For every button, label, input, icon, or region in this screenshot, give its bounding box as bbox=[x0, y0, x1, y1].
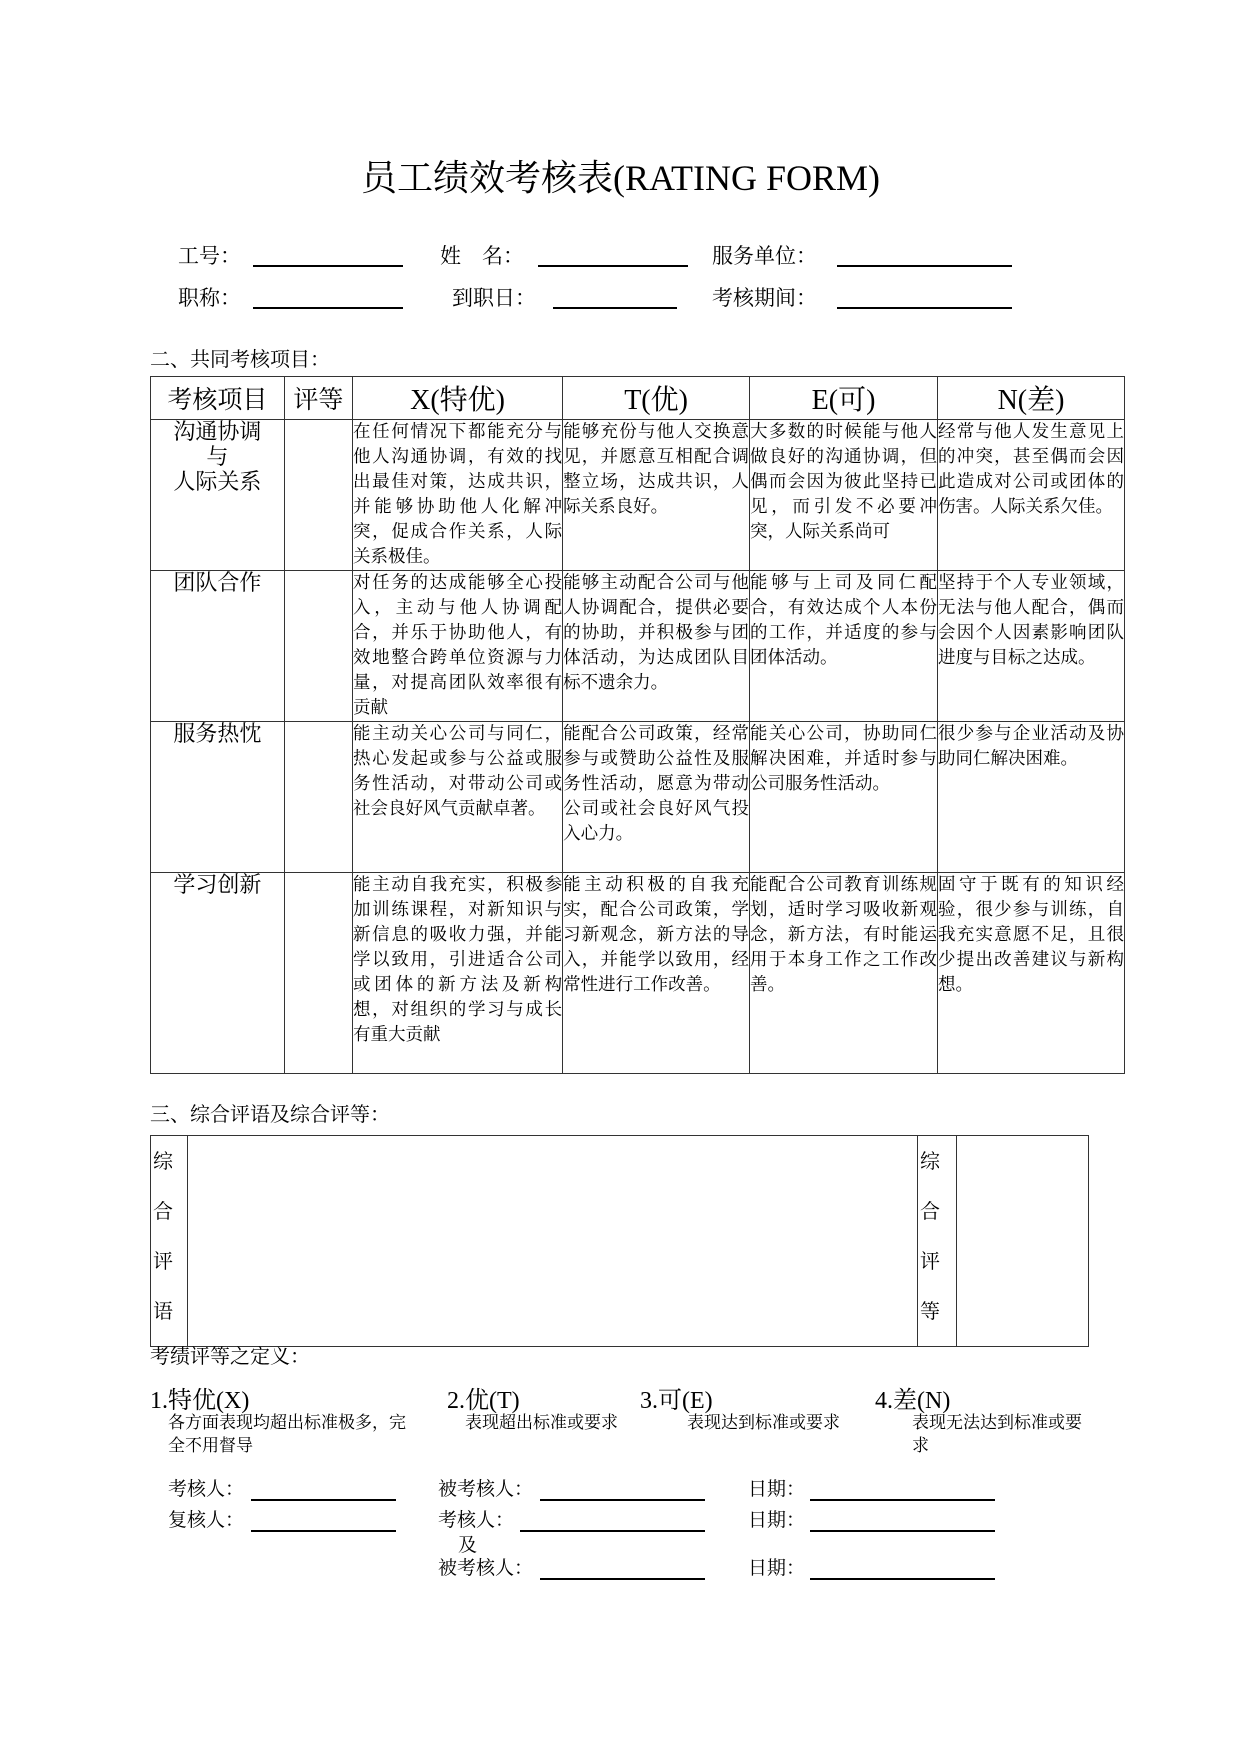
and-label: 及 bbox=[458, 1534, 478, 1556]
desc-t: 能够主动配合公司与他人协调配合，提供必要的协助，并积极参与团体活动，为达成团队目标不遗余力。 bbox=[563, 571, 750, 722]
review-period-field[interactable] bbox=[837, 307, 1012, 309]
label-char: 评 bbox=[920, 1249, 940, 1273]
def-t-desc: 表现超出标准或要求 bbox=[465, 1413, 618, 1433]
item-learning bbox=[151, 873, 285, 1074]
def-n-desc: 表现无法达到标准或要求 bbox=[912, 1413, 1082, 1456]
label-char: 等 bbox=[920, 1299, 940, 1323]
desc-x: 对任务的达成能够全心投入，主动与他人协调配合，并乐于协助他人，有效地整合跨单位资源与力量，对提高团队效率很有贡献 bbox=[353, 571, 563, 722]
desc-x: 在任何情况下都能充分与他人沟通协调，有效的找出最佳对策，达成共识，并能够协助他人化解冲突，促成合作关系，人际关系极佳。 bbox=[353, 420, 563, 571]
service-unit-label: 服务单位： bbox=[712, 244, 817, 268]
label-char: 综 bbox=[153, 1149, 173, 1173]
rechecker-label: 复核人： bbox=[168, 1509, 245, 1531]
header-item: 考核项目 bbox=[151, 377, 285, 420]
desc-t: 能够充份与他人交换意见，并愿意互相配合调整立场，达成共识，人际关系良好。 bbox=[563, 420, 750, 571]
def-e-desc: 表现达到标准或要求 bbox=[687, 1413, 840, 1433]
grade-cell[interactable] bbox=[284, 571, 352, 722]
def-x-desc: 各方面表现均超出标准极多，完全不用督导 bbox=[168, 1413, 406, 1456]
table-row bbox=[151, 420, 1125, 571]
grade-cell[interactable] bbox=[284, 873, 352, 1074]
desc-t: 能主动积极的自我充实，配合公司政策，学习新观念，新方法的导入，并能学以致用，经常性进行工作改善。 bbox=[563, 873, 750, 1074]
start-date-label: 到职日： bbox=[452, 286, 536, 310]
item-service bbox=[151, 722, 285, 873]
employee-id-label: 工号： bbox=[178, 244, 241, 268]
reviewer-field[interactable] bbox=[251, 1499, 396, 1501]
desc-x: 能主动自我充实，积极参加训练课程，对新知识与新信息的吸收力强，并能学以致用，引进适合公司或团体的新方法及新构想，对组织的学习与成长有重大贡献 bbox=[353, 873, 563, 1074]
overall-comment-field[interactable] bbox=[188, 1136, 918, 1347]
def-t-title: 2.优(T) bbox=[447, 1388, 520, 1414]
item-line: 人际关系 bbox=[173, 470, 262, 495]
section-overall-heading: 三、综合评语及综合评等： bbox=[150, 1102, 390, 1126]
desc-e: 能配合公司教育训练规划，适时学习吸收新观念，新方法，有时能运用于本身工作之工作改善。 bbox=[750, 873, 938, 1074]
item-line: 沟通协调 bbox=[173, 420, 262, 445]
grade-cell[interactable] bbox=[284, 722, 352, 873]
def-e-title: 3.可(E) bbox=[640, 1388, 713, 1414]
desc-t: 能配合公司政策，经常参与或赞助公益性及服务性活动，愿意为带动公司或社会良好风气投入心力。 bbox=[563, 722, 750, 873]
job-title-field[interactable] bbox=[253, 307, 403, 309]
rechecker-field[interactable] bbox=[251, 1530, 396, 1532]
grade-cell[interactable] bbox=[284, 420, 352, 571]
label-char: 合 bbox=[920, 1199, 940, 1223]
desc-n: 固守于既有的知识经验，很少参与训练，自我充实意愿不足，且很少提出改善建议与新构想。 bbox=[938, 873, 1125, 1074]
header-e: E(可) bbox=[750, 377, 938, 420]
table-row bbox=[151, 571, 1125, 722]
service-unit-field[interactable] bbox=[837, 265, 1012, 267]
review-period-label: 考核期间： bbox=[712, 286, 817, 310]
header-grade: 评等 bbox=[284, 377, 352, 420]
reviewer2-label: 考核人： bbox=[438, 1509, 515, 1531]
table-header-row bbox=[151, 377, 1125, 420]
label-char: 语 bbox=[153, 1299, 173, 1323]
overall-grade-field[interactable] bbox=[957, 1136, 1089, 1347]
reviewee-field[interactable] bbox=[540, 1499, 705, 1501]
date-label-3: 日期： bbox=[748, 1557, 806, 1579]
item-teamwork bbox=[151, 571, 285, 722]
desc-x: 能主动关心公司与同仁，热心发起或参与公益或服务性活动，对带动公司或社会良好风气贡献卓著。 bbox=[353, 722, 563, 873]
reviewer-label: 考核人： bbox=[168, 1478, 245, 1500]
def-x-title: 1.特优(X) bbox=[150, 1388, 250, 1414]
job-title-label: 职称： bbox=[178, 286, 241, 310]
form-title: 员工绩效考核表(RATING FORM) bbox=[360, 158, 880, 198]
desc-e: 能够与上司及同仁配合，有效达成个人本份的工作，并适度的参与团体活动。 bbox=[750, 571, 938, 722]
item-line: 与 bbox=[206, 445, 229, 470]
desc-e: 能关心公司，协助同仁解决困难，并适时参与公司服务性活动。 bbox=[750, 722, 938, 873]
header-x: X(特优) bbox=[353, 377, 563, 420]
overall-grade-label bbox=[918, 1136, 957, 1347]
item-line: 团队合作 bbox=[173, 571, 262, 596]
employee-id-field[interactable] bbox=[253, 265, 403, 267]
date-field-1[interactable] bbox=[810, 1499, 995, 1501]
desc-n: 坚持于个人专业领域，无法与他人配合，偶而会因个人因素影响团队进度与目标之达成。 bbox=[938, 571, 1125, 722]
label-char: 评 bbox=[153, 1249, 173, 1273]
label-char: 合 bbox=[153, 1199, 173, 1223]
item-line: 服务热忱 bbox=[173, 722, 262, 747]
reviewee2-label: 被考核人： bbox=[438, 1557, 534, 1579]
reviewer2-field[interactable] bbox=[520, 1530, 705, 1532]
table-row bbox=[151, 722, 1125, 873]
rating-table bbox=[150, 376, 1125, 1074]
overall-comment-label bbox=[151, 1136, 188, 1347]
date-label-1: 日期： bbox=[748, 1478, 806, 1500]
definitions-heading: 考绩评等之定义： bbox=[150, 1344, 310, 1368]
table-row bbox=[151, 873, 1125, 1074]
date-label-2: 日期： bbox=[748, 1509, 806, 1531]
item-line: 学习创新 bbox=[173, 873, 262, 898]
name-field[interactable] bbox=[538, 265, 688, 267]
desc-n: 很少参与企业活动及协助同仁解决困难。 bbox=[938, 722, 1125, 873]
reviewee-label: 被考核人： bbox=[438, 1478, 534, 1500]
start-date-field[interactable] bbox=[553, 307, 677, 309]
section-common-items-heading: 二、共同考核项目： bbox=[150, 347, 330, 371]
item-communication bbox=[151, 420, 285, 571]
label-char: 综 bbox=[920, 1149, 940, 1173]
overall-table bbox=[150, 1135, 1089, 1347]
name-label: 姓 名： bbox=[440, 244, 524, 268]
desc-e: 大多数的时候能与他人做良好的沟通协调，但偶而会因为彼此坚持已见，而引发不必要冲突，人际关系尚可 bbox=[750, 420, 938, 571]
header-n: N(差) bbox=[938, 377, 1125, 420]
header-t: T(优) bbox=[563, 377, 750, 420]
date-field-2[interactable] bbox=[810, 1530, 995, 1532]
desc-n: 经常与他人发生意见上的冲突，甚至偶而会因此造成对公司或团体的伤害。人际关系欠佳。 bbox=[938, 420, 1125, 571]
date-field-3[interactable] bbox=[810, 1578, 995, 1580]
def-n-title: 4.差(N) bbox=[875, 1388, 951, 1414]
reviewee2-field[interactable] bbox=[540, 1578, 705, 1580]
